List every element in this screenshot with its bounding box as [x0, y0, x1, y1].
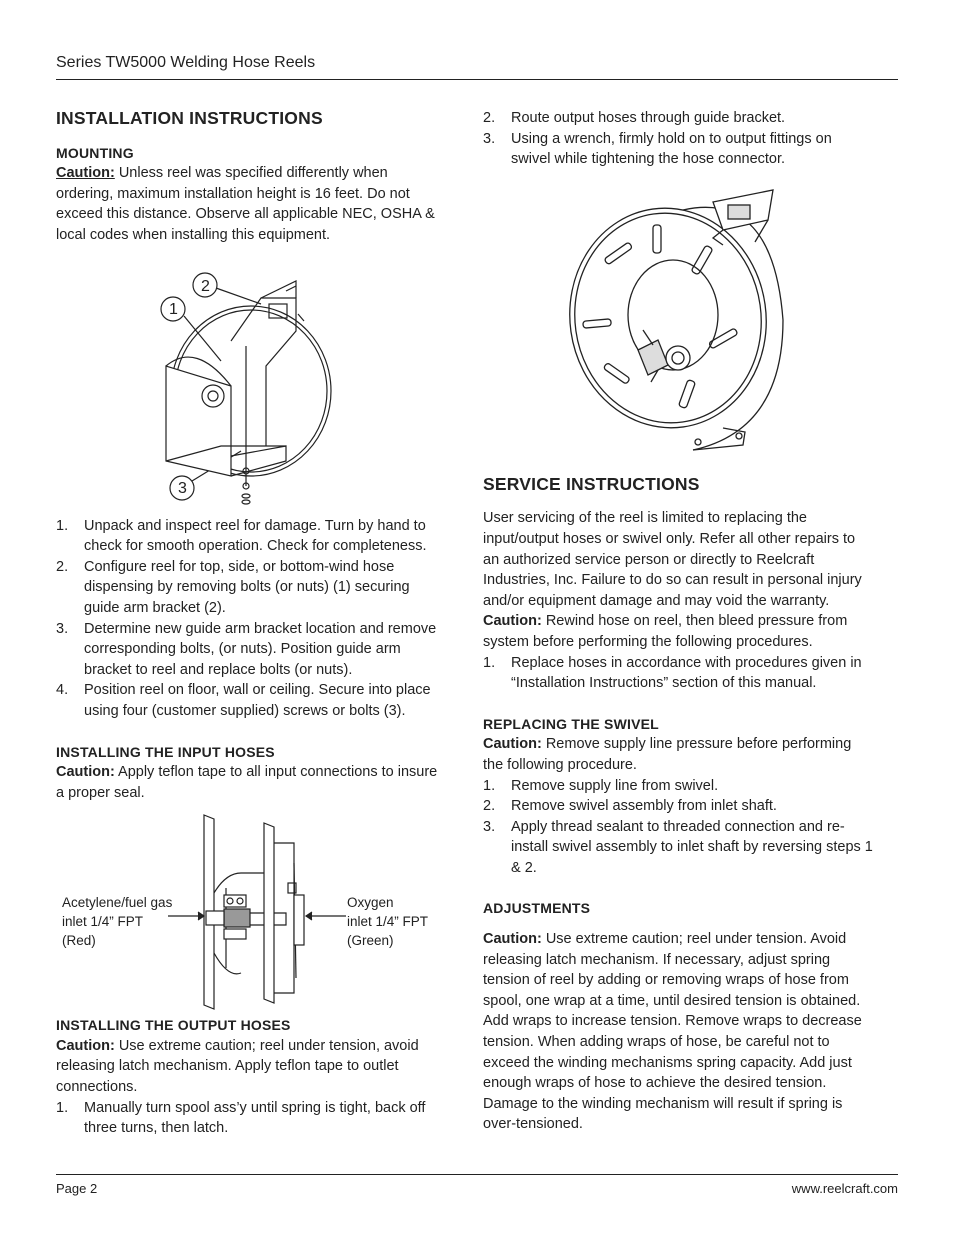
caution-text: Unless reel was specified differently when ordering, maximum installation height is 16 feet. Do not exceed this distance. Observe all applicable NEC, OSHA & local codes when installing this equipment.	[56, 165, 435, 243]
caution-label: Caution:	[56, 165, 115, 182]
website-link[interactable]: www.reelcraft.com	[791, 1181, 898, 1196]
page-header-title: Series TW5000 Welding Hose Reels	[56, 54, 316, 71]
list-item: 3. Apply thread sealant to threaded connection and re-install swivel assembly to inlet shaft by reversing steps 1 & 2.	[483, 818, 873, 876]
list-item: 2. Remove swivel assembly from inlet shaft.	[483, 798, 777, 815]
list-item: 1. Remove supply line from swivel.	[483, 777, 719, 794]
input-hoses-heading: INSTALLING THE INPUT HOSES	[56, 743, 275, 760]
footer-divider	[56, 1174, 898, 1175]
svg-text:2: 2	[201, 277, 210, 295]
swivel-heading: REPLACING THE SWIVEL	[483, 715, 659, 732]
fuel-gas-inlet-label: Acetylene/fuel gas inlet 1/4” FPT (Red)	[62, 895, 173, 949]
list-item: 1. Replace hoses in accordance with procedures given in “Installation Instructions” section of this manual.	[483, 654, 862, 692]
list-item: 4. Position reel on floor, wall or ceiling. Secure into place using four (customer supplied) screws or bolts (3).	[56, 682, 431, 719]
oxygen-inlet-label: Oxygen inlet 1/4” FPT (Green)	[347, 895, 429, 949]
adjustments-heading: ADJUSTMENTS	[483, 900, 591, 917]
reel-front-view-illustration	[483, 170, 873, 460]
installation-heading: INSTALLATION INSTRUCTIONS	[56, 108, 323, 128]
mounting-steps-list	[56, 516, 441, 722]
list-item: 2. Route output hoses through guide bracket.	[483, 110, 786, 126]
reel-side-view-illustration	[56, 246, 441, 516]
swivel-cross-section-illustration	[56, 803, 441, 1015]
svg-text:1: 1	[169, 300, 178, 318]
input-hoses-caution: Caution: Apply teflon tape to all input connections to insure a proper seal.	[56, 764, 438, 801]
service-intro: User servicing of the reel is limited to replacing the input/output hoses or swivel only. Refer all other repairs to an authorized service person or directly to Reelcraft Industries, Inc. Failure to do so can result in personal injury and/or equipment damage and may void the warranty.	[483, 510, 862, 609]
list-item: 1. Unpack and inspect reel for damage. Turn by hand to check for smooth operation. Check for completeness.	[56, 517, 427, 555]
input-hoses-figure	[56, 803, 441, 1015]
list-item: 3. Determine new guide arm bracket location and remove corresponding bolts, (or nuts). Position guide arm bracket to reel and replace bolts (or nuts).	[56, 620, 437, 678]
page-number: Page 2	[56, 1181, 98, 1196]
output-hoses-heading: INSTALLING THE OUTPUT HOSES	[56, 1017, 291, 1034]
list-item: 2. Configure reel for top, side, or bottom-wind hose dispensing by removing bolts (or nuts) (1) securing guide arm bracket (2).	[56, 558, 410, 616]
output-hoses-caution: Caution: Use extreme caution; reel under tension, avoid releasing latch mechanism. Apply teflon tape to outlet connections.	[56, 1037, 419, 1096]
output-steps-list-part1	[56, 1098, 441, 1139]
service-caution: Caution: Rewind hose on reel, then bleed pressure from system before performing the following procedures.	[483, 613, 848, 650]
service-steps-list	[483, 653, 873, 694]
reel-front-view-figure	[483, 170, 873, 460]
swivel-steps-list	[483, 776, 873, 879]
swivel-caution: Caution: Remove supply line pressure before performing the following procedure.	[483, 736, 852, 773]
adjustments-caution: Caution: Use extreme caution; reel under tension. Avoid releasing latch mechanism. If necessary, adjust spring tension of reel by adding or removing wraps of hose from spool, one wrap at a time, until desired tension is obtained. Add wraps to increase tension. Remove wraps to decrease tension. When adding wraps of hose, be careful not to exceed the winding mechanisms spring capacity. Add just enough wraps of hose to achieve the desired tension. Damage to the winding mechanism will result if spring is over-tensioned.	[483, 931, 862, 1133]
header-divider	[56, 79, 898, 80]
right-column	[483, 108, 873, 1135]
list-item: 1. Manually turn spool ass’y until spring is tight, back off three turns, then latch.	[56, 1099, 426, 1137]
output-steps-list-part2	[483, 108, 873, 170]
mounting-caution	[56, 163, 441, 245]
left-column	[56, 108, 441, 1139]
mounting-heading: MOUNTING	[56, 144, 134, 161]
svg-text:3: 3	[178, 479, 187, 497]
service-heading: SERVICE INSTRUCTIONS	[483, 473, 700, 494]
reel-mounting-figure	[56, 246, 441, 516]
list-item: 3. Using a wrench, firmly hold on to output fittings on swivel while tightening the hose connector.	[483, 130, 832, 168]
